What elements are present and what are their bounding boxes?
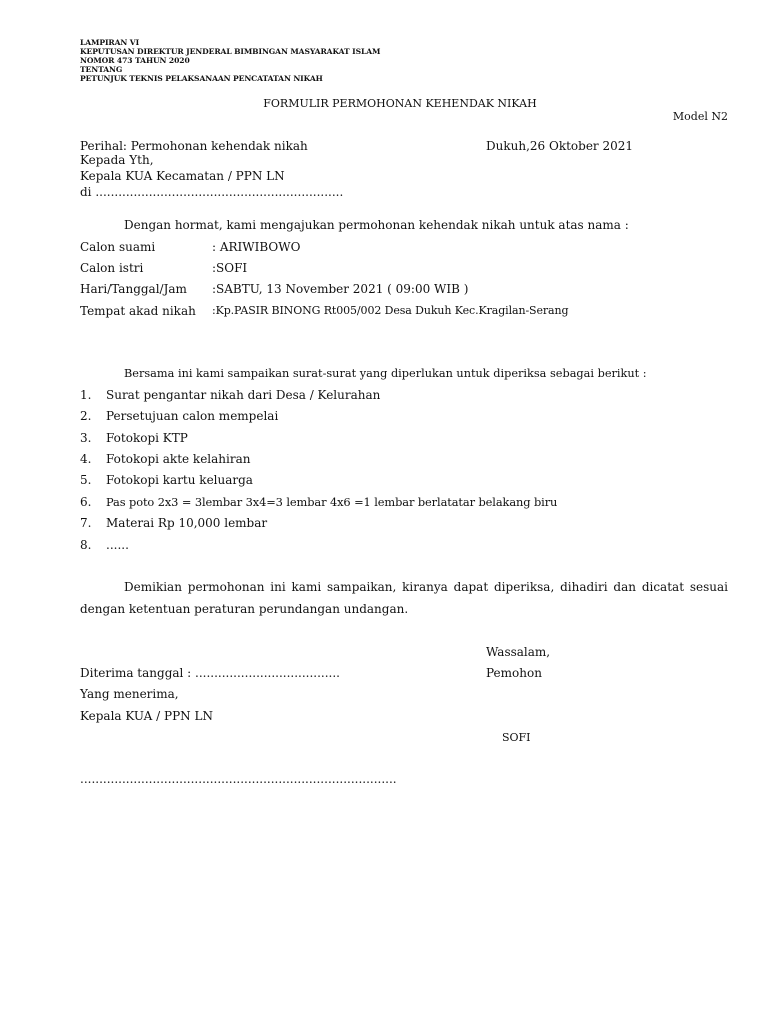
list-item-number: 4. — [80, 452, 92, 466]
receiver-label: Yang menerima, — [80, 687, 179, 701]
closing-greeting: Wassalam, — [486, 645, 551, 659]
list-item-number: 5. — [80, 473, 92, 487]
model-label: Model N2 — [672, 110, 728, 123]
list-item-number: 6. — [80, 495, 92, 509]
list-item: Persetujuan calon mempelai — [106, 409, 279, 423]
place-date: Dukuh,26 Oktober 2021 — [486, 139, 634, 153]
signature-line: ................................................................................... — [80, 772, 397, 786]
header-line: PETUNJUK TEKNIS PELAKSANAAN PENCATATAN NIKAH — [80, 74, 323, 83]
header-line: KEPUTUSAN DIREKTUR JENDERAL BIMBINGAN MASYARAKAT ISLAM — [80, 47, 381, 56]
list-item: Fotokopi kartu keluarga — [106, 473, 253, 487]
list-item: Surat pengantar nikah dari Desa / Kelurahan — [106, 388, 381, 402]
header-line: NOMOR 473 TAHUN 2020 — [80, 56, 190, 65]
field-label: Hari/Tanggal/Jam — [80, 282, 187, 296]
field-value: :Kp.PASIR BINONG Rt005/002 Desa Dukuh Kec.Kragilan-Serang — [212, 304, 569, 317]
form-title: FORMULIR PERMOHONAN KEHENDAK NIKAH — [263, 97, 537, 110]
field-label: Calon suami — [80, 240, 156, 254]
field-label: Calon istri — [80, 261, 144, 275]
field-value: :SABTU, 13 November 2021 ( 09:00 WIB ) — [212, 282, 469, 296]
list-item: Pas poto 2x3 = 3lembar 3x4=3 lembar 4x6 =1 lembar berlatatar belakang biru — [106, 495, 558, 509]
list-item-number: 8. — [80, 538, 92, 552]
list-item-number: 3. — [80, 431, 92, 445]
list-item: Fotokopi KTP — [106, 431, 188, 445]
header-line: LAMPIRAN VI — [80, 38, 140, 47]
documents-intro: Bersama ini kami sampaikan surat-surat yang diperlukan untuk diperiksa sebagai berikut : — [124, 367, 647, 380]
addressee-line: Kepala KUA Kecamatan / PPN LN — [80, 169, 285, 183]
list-item: Fotokopi akte kelahiran — [106, 452, 251, 466]
receiver-title: Kepala KUA / PPN LN — [80, 709, 213, 723]
addressee-line: di ................................................................. — [80, 185, 344, 199]
intro-paragraph: Dengan hormat, kami mengajukan permohonan kehendak nikah untuk atas nama : — [124, 218, 629, 232]
subject-line: Perihal: Permohonan kehendak nikah — [80, 139, 308, 153]
addressee-line: Kepada Yth, — [80, 153, 154, 167]
list-item-number: 1. — [80, 388, 92, 402]
list-item-number: 2. — [80, 409, 92, 423]
applicant-name: SOFI — [502, 731, 531, 744]
received-date-line: Diterima tanggal : ...................................... — [80, 666, 340, 680]
list-item-number: 7. — [80, 516, 92, 530]
field-label: Tempat akad nikah — [80, 304, 196, 318]
field-value: : ARIWIBOWO — [212, 240, 301, 254]
closing-paragraph: Demikian permohonan ini kami sampaikan, kiranya dapat diperiksa, dihadiri dan dicatat sesuai dengan ketentuan peraturan perundangan undangan. — [80, 580, 728, 616]
field-value: :SOFI — [212, 261, 248, 275]
list-item: ...... — [106, 538, 129, 552]
header-line: TENTANG — [80, 65, 123, 74]
applicant-role: Pemohon — [486, 666, 542, 680]
list-item: Materai Rp 10,000 lembar — [106, 516, 268, 530]
